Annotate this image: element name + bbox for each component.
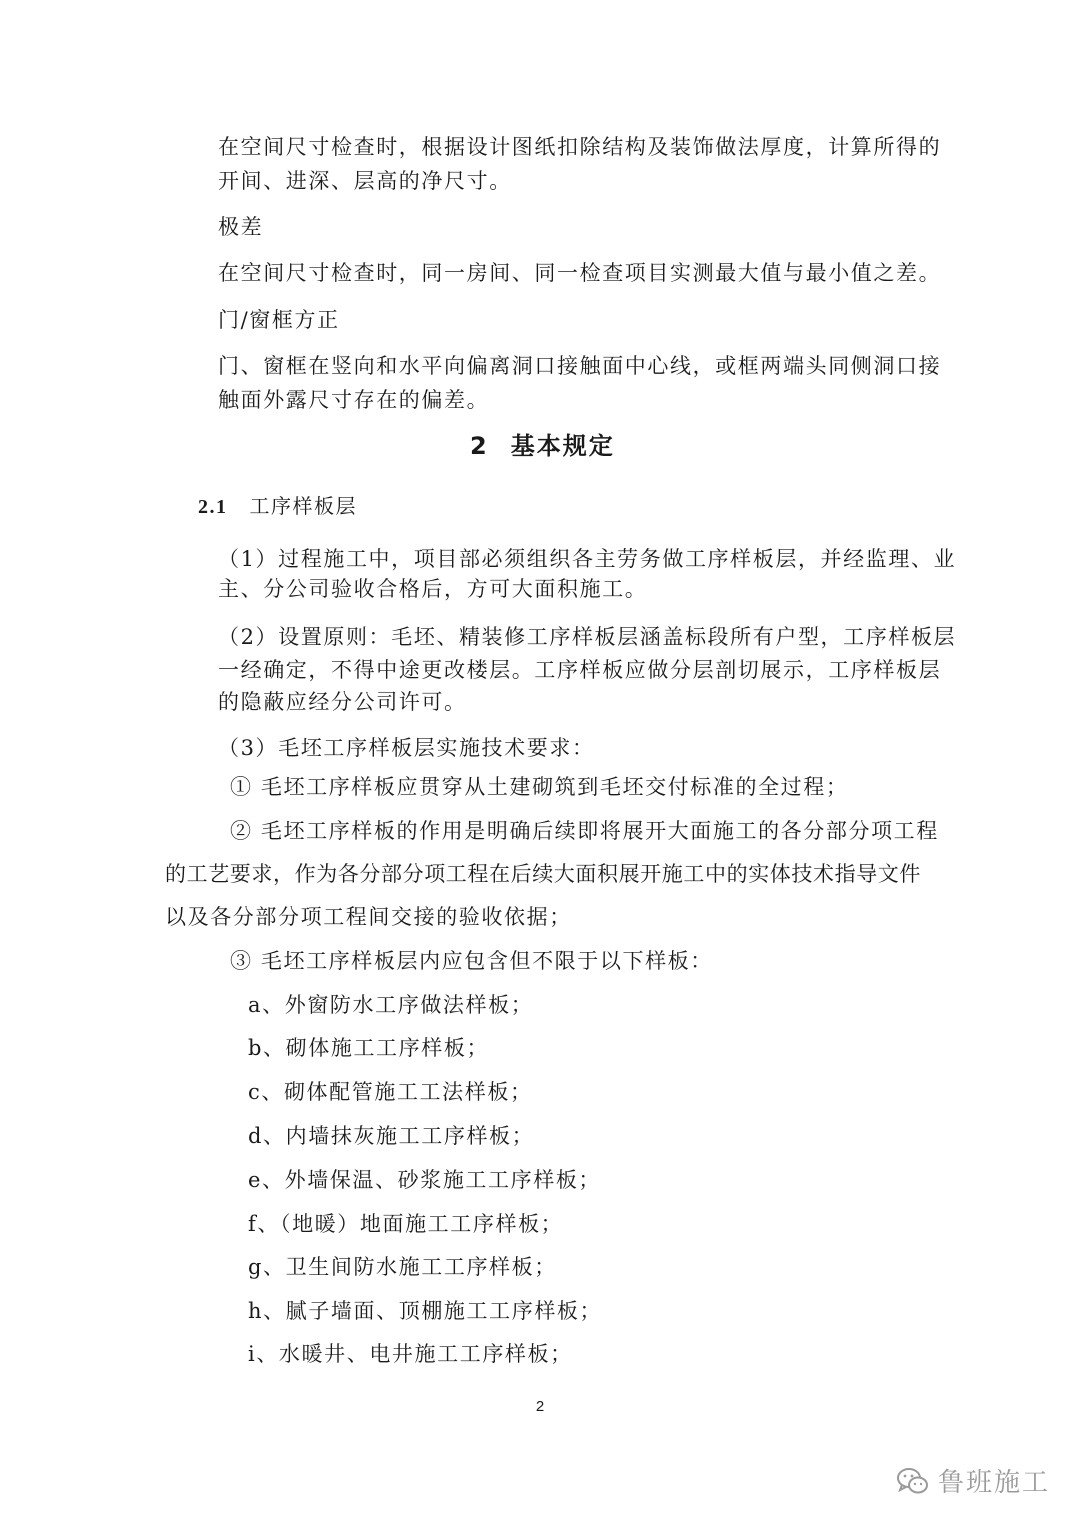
subsection-title: 工序样板层 <box>249 494 357 518</box>
term-label: 门/窗框方正 <box>218 308 340 332</box>
paragraph-line: 开间、进深、层高的净尺寸。 <box>218 169 512 193</box>
paragraph-line: 一经确定，不得中途更改楼层。工序样板应做分层剖切展示，工序样板层 <box>218 658 942 682</box>
paragraph-line: 以及各分部分项工程间交接的验收依据； <box>165 905 572 929</box>
list-item: g、卫生间防水施工工序样板； <box>248 1255 557 1279</box>
list-item: a、外窗防水工序做法样板； <box>248 993 534 1017</box>
watermark <box>896 1462 1050 1499</box>
section-number: 2 <box>470 432 489 460</box>
wechat-icon <box>896 1466 930 1496</box>
list-item: h、腻子墙面、顶棚施工工序样板； <box>248 1299 603 1323</box>
paragraph-line: ③ 毛坯工序样板层内应包含但不限于以下样板： <box>230 949 713 973</box>
paragraph-line: 门、窗框在竖向和水平向偏离洞口接触面中心线，或框两端头同侧洞口接 <box>218 354 942 378</box>
paragraph-line: 在空间尺寸检查时，同一房间、同一检查项目实测最大值与最小值之差。 <box>218 261 942 285</box>
section-title: 基本规定 <box>510 432 615 460</box>
paragraph-line: 的隐蔽应经分公司许可。 <box>218 690 467 714</box>
subsection-heading <box>198 492 357 521</box>
section-heading <box>470 430 615 462</box>
paragraph-line: （2）设置原则：毛坯、精装修工序样板层涵盖标段所有户型，工序样板层 <box>218 625 957 649</box>
paragraph-line: ② 毛坯工序样板的作用是明确后续即将展开大面施工的各分部分项工程 <box>230 819 939 843</box>
subsection-number: 2.1 <box>198 496 228 518</box>
list-item: i、水暖井、电井施工工序样板； <box>248 1342 573 1366</box>
list-item: d、内墙抹灰施工工序样板； <box>248 1124 535 1148</box>
paragraph-line: 的工艺要求，作为各分部分项工程在后续大面积展开施工中的实体技术指导文件 <box>165 862 921 886</box>
term-label: 极差 <box>218 215 264 239</box>
list-item: c、砌体配管施工工法样板； <box>248 1080 533 1104</box>
list-item: f、（地暖）地面施工工序样板； <box>248 1212 564 1236</box>
paragraph-line: （1）过程施工中，项目部必须组织各主劳务做工序样板层，并经监理、业 <box>218 547 957 571</box>
paragraph-line: 触面外露尺寸存在的偏差。 <box>218 388 490 412</box>
paragraph-line: （3）毛坯工序样板层实施技术要求： <box>218 736 595 760</box>
paragraph-line: ① 毛坯工序样板应贯穿从土建砌筑到毛坯交付标准的全过程； <box>230 775 849 799</box>
list-item: e、外墙保温、砂浆施工工序样板； <box>248 1168 602 1192</box>
watermark-text: 鲁班施工 <box>937 1468 1050 1498</box>
paragraph-line: 在空间尺寸检查时，根据设计图纸扣除结构及装饰做法厚度，计算所得的 <box>218 135 942 159</box>
paragraph-line: 主、分公司验收合格后，方可大面积施工。 <box>218 577 648 601</box>
list-item: b、砌体施工工序样板； <box>248 1036 490 1060</box>
page-number: 2 <box>535 1398 545 1415</box>
